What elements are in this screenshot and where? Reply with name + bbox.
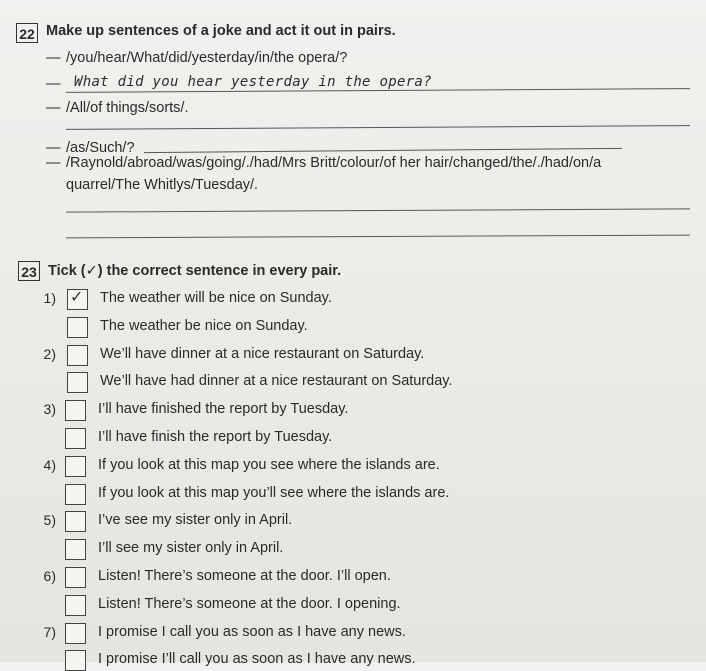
sentence-option: I’ll have finished the report by Tuesday. — [98, 401, 349, 418]
sentence-option: Listen! There’s someone at the door. I opening. — [98, 595, 401, 612]
dash: — — [46, 100, 61, 116]
tick-checkbox[interactable] — [65, 484, 86, 505]
sentence-option: I’ll see my sister only in April. — [98, 540, 284, 557]
prompt-1: /you/hear/What/did/yesterday/in/the opera/? — [66, 50, 348, 66]
exercise-23-number: 23 — [18, 261, 40, 281]
pair-number: 4) — [43, 456, 56, 473]
pair-number: 1) — [43, 290, 56, 306]
sentence-option: If you look at this map you’ll see where the islands are. — [98, 484, 450, 501]
exercise-22-number: 22 — [16, 23, 38, 43]
tick-checkbox[interactable] — [65, 428, 86, 449]
sentence-option: We’ll have dinner at a nice restaurant on Saturday. — [100, 345, 425, 362]
tick-checkbox[interactable] — [65, 623, 86, 644]
tick-checkbox[interactable] — [67, 289, 88, 310]
tick-checkbox[interactable] — [67, 317, 88, 338]
sentence-option: If you look at this map you see where the islands are. — [98, 456, 440, 473]
sentence-option: I promise I call you as soon as I have any news. — [98, 623, 406, 640]
pair-number: 6) — [43, 568, 56, 584]
sentence-option: The weather be nice on Sunday. — [100, 317, 308, 334]
tick-checkbox[interactable] — [65, 539, 86, 560]
dash: — — [46, 155, 61, 171]
tick-checkbox[interactable] — [65, 456, 86, 477]
tick-checkbox[interactable] — [65, 650, 86, 671]
sentence-option: The weather will be nice on Sunday. — [100, 290, 332, 306]
prompt-4-line2: quarrel/The Whitlys/Tuesday/. — [66, 177, 259, 193]
sentence-option: Listen! There’s someone at the door. I’ll open. — [98, 568, 391, 584]
dash: — — [46, 76, 61, 92]
exercise-22-title: Make up sentences of a joke and act it out in pairs. — [46, 23, 396, 39]
prompt-2: /All/of things/sorts/. — [66, 100, 189, 116]
sentence-option: I’ve see my sister only in April. — [98, 512, 293, 529]
prompt-3: /as/Such/? — [66, 140, 135, 156]
sentence-option: We’ll have had dinner at a nice restaurant on Saturday. — [100, 373, 453, 390]
answer-line[interactable] — [66, 208, 690, 212]
check-mark-icon: ✓ — [70, 289, 84, 306]
tick-checkbox[interactable] — [67, 372, 88, 393]
handwritten-answer: What did you hear yesterday in the opera? — [74, 74, 432, 90]
pair-number: 5) — [43, 512, 56, 529]
pair-number: 3) — [43, 401, 56, 418]
tick-checkbox[interactable] — [65, 400, 86, 421]
dash: — — [46, 140, 61, 156]
pair-number: 2) — [43, 345, 56, 362]
answer-line[interactable] — [66, 235, 690, 239]
sentence-option: I’ll have finish the report by Tuesday. — [98, 429, 333, 445]
answer-line[interactable] — [144, 148, 622, 153]
tick-checkbox[interactable] — [67, 345, 88, 366]
tick-checkbox[interactable] — [65, 595, 86, 616]
dash: — — [46, 50, 61, 66]
tick-checkbox[interactable] — [65, 511, 86, 532]
answer-line[interactable] — [66, 125, 690, 130]
exercise-23-title: Tick (✓) the correct sentence in every pair. — [48, 263, 342, 279]
prompt-4-line1: /Raynold/abroad/was/going/./had/Mrs Britt/colour/of her hair/changed/the/./had/on/a — [66, 155, 602, 171]
sentence-option: I promise I’ll call you as soon as I have any news. — [98, 651, 416, 668]
pair-number: 7) — [43, 623, 56, 640]
tick-checkbox[interactable] — [65, 567, 86, 588]
